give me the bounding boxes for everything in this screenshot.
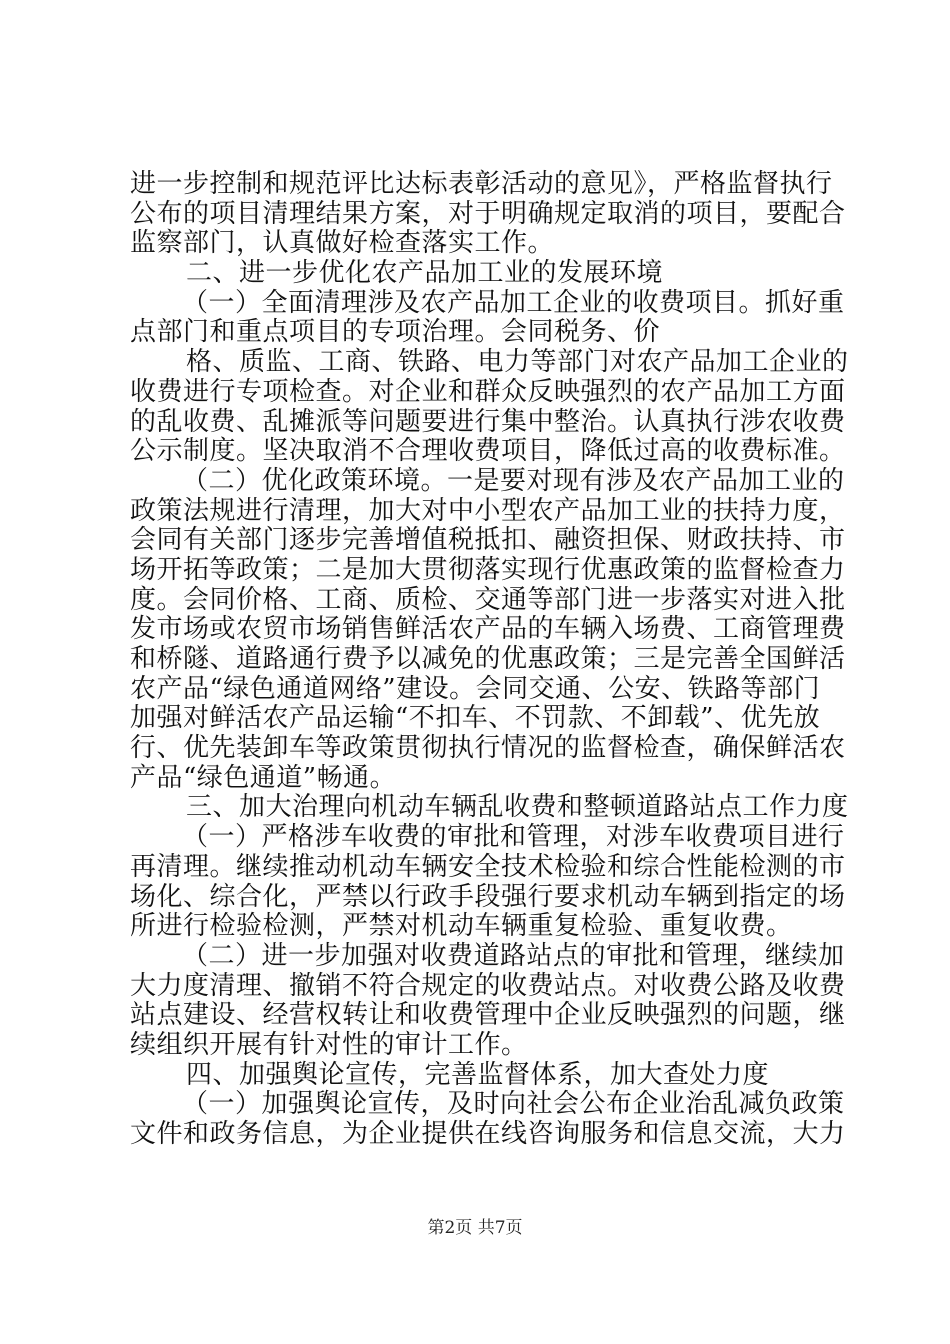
text-line: 行、优先装卸车等政策贯彻执行情况的监督检查，确保鲜活农	[130, 733, 846, 764]
paragraph-start-line: （一）加强舆论宣传，及时向社会公布企业治乱减负政策	[182, 1089, 845, 1120]
text-line: 农产品“绿色通道网络”建设。会同交通、公安、铁路等部门	[130, 673, 821, 704]
text-line: 进一步控制和规范评比达标表彰活动的意见》，严格监督执行	[130, 169, 833, 199]
text-line: 政策法规进行清理，加大对中小型农产品加工业的扶持力度，	[130, 495, 846, 526]
text-line: 加强对鲜活农产品运输“不扣车、不罚款、不卸载”、优先放	[130, 703, 821, 734]
section-heading: 四、加强舆论宣传，完善监督体系，加大查处力度	[186, 1059, 770, 1090]
section-heading: 二、进一步优化农产品加工业的发展环境	[186, 258, 664, 289]
text-line: 场化、综合化，严禁以行政手段强行要求机动车辆到指定的场	[130, 881, 846, 912]
paragraph-start-line: （一）严格涉车收费的审批和管理，对涉车收费项目进行	[182, 822, 845, 853]
text-line: 公布的项目清理结果方案，对于明确规定取消的项目，要配合	[130, 198, 846, 229]
paragraph-start-line: （二）进一步加强对收费道路站点的审批和管理，继续加	[182, 940, 845, 971]
text-line: 格、质监、工商、铁路、电力等部门对农产品加工企业的	[186, 347, 849, 378]
text-line: 和桥隧、道路通行费予以减免的优惠政策；三是完善全国鲜活	[130, 644, 846, 674]
text-line: 的乱收费、乱摊派等问题要进行集中整治。认真执行涉农收费	[130, 406, 846, 437]
paragraph-start-line: （二）优化政策环境。一是要对现有涉及农产品加工业的	[182, 465, 845, 496]
text-line: 场开拓等政策；二是加大贯彻落实现行优惠政策的监督检查力	[130, 554, 846, 585]
text-line: 产品“绿色通道”畅通。	[130, 762, 397, 793]
text-line: 收费进行专项检查。对企业和群众反映强烈的农产品加工方面	[130, 376, 846, 407]
text-line: 文件和政务信息，为企业提供在线咨询服务和信息交流，大力	[130, 1119, 846, 1149]
section-heading: 三、加大治理向机动车辆乱收费和整顿道路站点工作力度	[186, 792, 849, 823]
text-line: 度。会同价格、工商、质检、交通等部门进一步落实对进入批	[130, 584, 846, 615]
paragraph-start-line: （一）全面清理涉及农产品加工企业的收费项目。抓好重	[182, 287, 845, 318]
text-line: 监察部门，认真做好检查落实工作。	[130, 228, 555, 259]
document-body	[130, 169, 849, 1150]
text-line: 所进行检验检测，严禁对机动车辆重复检验、重复收费。	[130, 911, 793, 942]
text-line: 大力度清理、撤销不符合规定的收费站点。对收费公路及收费	[130, 970, 846, 1001]
page-number-footer: 第2页 共7页	[427, 1218, 523, 1238]
text-line: 再清理。继续推动机动车辆安全技术检验和综合性能检测的市	[130, 851, 846, 882]
text-line: 发市场或农贸市场销售鲜活农产品的车辆入场费、工商管理费	[130, 614, 846, 645]
text-line: 站点建设、经营权转让和收费管理中企业反映强烈的问题，继	[130, 1000, 846, 1031]
text-line: 续组织开展有针对性的审计工作。	[130, 1029, 528, 1060]
text-line: 公示制度。坚决取消不合理收费项目，降低过高的收费标准。	[130, 436, 846, 467]
text-line: 点部门和重点项目的专项治理。会同税务、价	[130, 317, 661, 348]
text-line: 会同有关部门逐步完善增值税抵扣、融资担保、财政扶持、市	[130, 525, 846, 556]
